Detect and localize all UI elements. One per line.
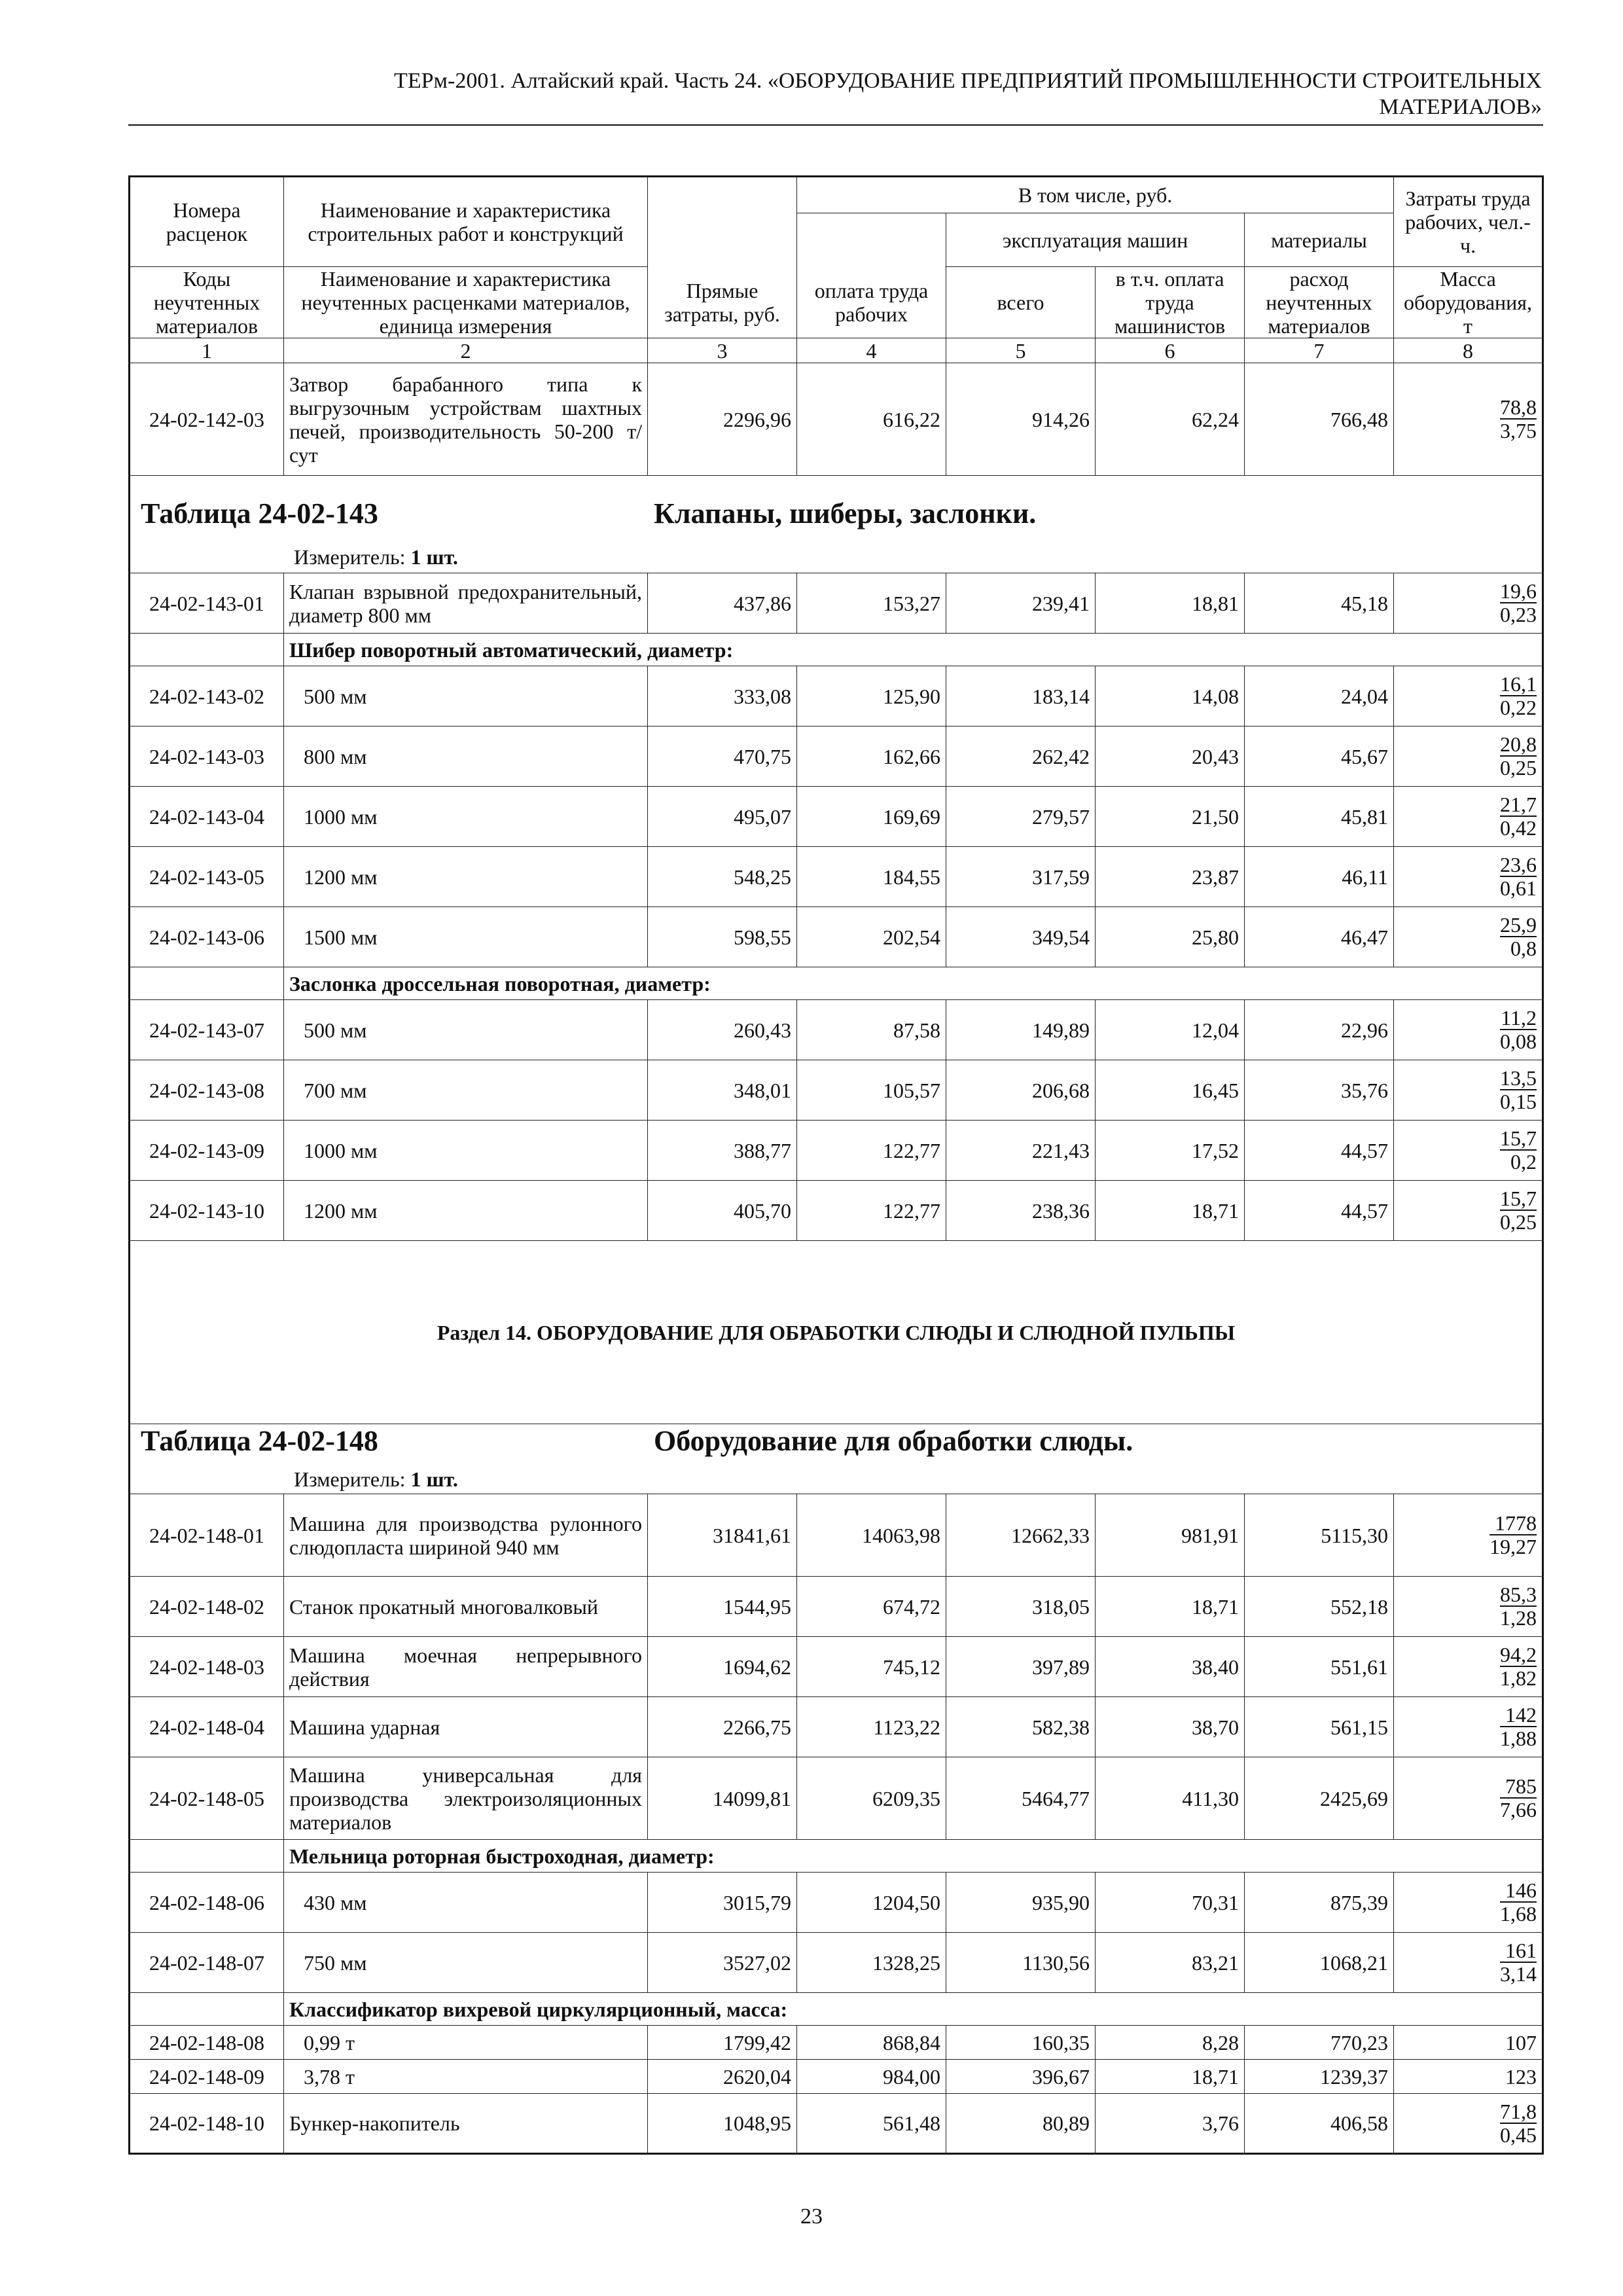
machinists-pay: 62,24 xyxy=(1096,363,1245,476)
rate-code: 24-02-148-06 xyxy=(130,1873,284,1933)
direct-costs: 3527,02 xyxy=(648,1933,797,1993)
header-row-1 xyxy=(130,177,1543,213)
header-row-3 xyxy=(130,267,1543,338)
workers-pay: 616,22 xyxy=(797,363,946,476)
labor-mass xyxy=(1394,1637,1543,1697)
mass-value: 1,82 xyxy=(1500,1666,1537,1690)
materials-cost: 44,57 xyxy=(1245,1121,1394,1181)
col-materials: материалы xyxy=(1245,213,1394,267)
rate-code: 24-02-143-08 xyxy=(130,1060,284,1121)
machinists-pay: 70,31 xyxy=(1096,1873,1245,1933)
col-unaccounted: расход неучтенных материалов xyxy=(1245,267,1394,338)
group-heading: Классификатор вихревой циркулярционный, масса: xyxy=(284,1993,1543,2026)
rate-description: 1200 мм xyxy=(284,847,648,907)
machinists-pay: 18,71 xyxy=(1096,1577,1245,1637)
direct-costs: 1694,62 xyxy=(648,1637,797,1697)
rate-description: 1500 мм xyxy=(284,907,648,967)
mass-value: 0,22 xyxy=(1500,696,1537,719)
materials-cost: 552,18 xyxy=(1245,1577,1394,1637)
direct-costs: 333,08 xyxy=(648,666,797,726)
table-row xyxy=(130,1121,1543,1181)
direct-costs: 437,86 xyxy=(648,573,797,634)
rate-code: 24-02-148-04 xyxy=(130,1697,284,1757)
direct-costs: 548,25 xyxy=(648,847,797,907)
workers-pay: 87,58 xyxy=(797,1000,946,1060)
labor-mass xyxy=(1394,1933,1543,1993)
workers-pay: 105,57 xyxy=(797,1060,946,1121)
labor-mass xyxy=(1394,666,1543,726)
machine-ops: 318,05 xyxy=(946,1577,1096,1637)
table-title: Клапаны, шиберы, заслонки. xyxy=(654,497,1037,529)
table-row xyxy=(130,1933,1543,1993)
materials-cost: 1068,21 xyxy=(1245,1933,1394,1993)
table-row xyxy=(130,666,1543,726)
labor-mass xyxy=(1394,573,1543,634)
col-number: 7 xyxy=(1245,338,1394,363)
direct-costs: 1544,95 xyxy=(648,1577,797,1637)
labor-value: 85,3 xyxy=(1500,1583,1537,1606)
col-number: 6 xyxy=(1096,338,1245,363)
machinists-pay: 981,91 xyxy=(1096,1494,1245,1577)
rate-code: 24-02-148-03 xyxy=(130,1637,284,1697)
materials-cost: 24,04 xyxy=(1245,666,1394,726)
table-row xyxy=(130,2026,1543,2060)
direct-costs: 1048,95 xyxy=(648,2094,797,2154)
table-row xyxy=(130,1637,1543,1697)
machine-ops: 582,38 xyxy=(946,1697,1096,1757)
machinists-pay: 411,30 xyxy=(1096,1757,1245,1840)
table-title: Оборудование для обработки слюды. xyxy=(654,1425,1133,1457)
labor-mass xyxy=(1394,363,1543,476)
labor-mass xyxy=(1394,1873,1543,1933)
table-unit: Измеритель: 1 шт. xyxy=(294,545,458,569)
labor-mass xyxy=(1394,907,1543,967)
mass-value: 0,15 xyxy=(1500,1090,1537,1113)
machine-ops: 262,42 xyxy=(946,726,1096,787)
col-machine-ops: эксплуатация машин xyxy=(946,213,1245,267)
workers-pay: 868,84 xyxy=(797,2026,946,2060)
labor-value: 20,8 xyxy=(1500,732,1537,756)
machinists-pay: 18,71 xyxy=(1096,1181,1245,1241)
table-row xyxy=(130,1494,1543,1577)
machinists-pay: 8,28 xyxy=(1096,2026,1245,2060)
table-row xyxy=(130,1757,1543,1840)
rate-description: Машина для производства рулонного слюдопласта шириной 940 мм xyxy=(284,1494,648,1577)
running-header-line1: ТЕРм-2001. Алтайский край. Часть 24. «ОБОРУДОВАНИЕ ПРЕДПРИЯТИЙ ПРОМЫШЛЕННОСТИ СТРОИТЕЛЬНЫХ xyxy=(394,69,1542,93)
table-row xyxy=(130,1697,1543,1757)
materials-cost: 5115,30 xyxy=(1245,1494,1394,1577)
materials-cost: 22,96 xyxy=(1245,1000,1394,1060)
mass-value: 0,25 xyxy=(1500,756,1537,780)
machinists-pay: 12,04 xyxy=(1096,1000,1245,1060)
mass-value: 0,8 xyxy=(1510,937,1537,960)
table-title-row xyxy=(130,1424,1543,1494)
table-row xyxy=(130,726,1543,787)
labor-value: 146 xyxy=(1500,1879,1537,1903)
mass-value: 0,61 xyxy=(1500,876,1537,900)
machinists-pay: 18,71 xyxy=(1096,2060,1245,2094)
materials-cost: 766,48 xyxy=(1245,363,1394,476)
col-mass: Масса оборудования, т xyxy=(1394,267,1543,338)
direct-costs: 2266,75 xyxy=(648,1697,797,1757)
col-labor-cost: Затраты труда рабочих, чел.-ч. xyxy=(1394,177,1543,267)
machinists-pay: 20,43 xyxy=(1096,726,1245,787)
rate-description: 1200 мм xyxy=(284,1181,648,1241)
rates-table xyxy=(128,175,1544,2155)
labor-mass xyxy=(1394,787,1543,847)
machinists-pay: 16,45 xyxy=(1096,1060,1245,1121)
machinists-pay: 3,76 xyxy=(1096,2094,1245,2154)
materials-cost: 44,57 xyxy=(1245,1181,1394,1241)
labor-value: 78,8 xyxy=(1500,395,1537,419)
running-header xyxy=(128,68,1542,120)
rate-code: 24-02-143-09 xyxy=(130,1121,284,1181)
materials-cost: 770,23 xyxy=(1245,2026,1394,2060)
materials-cost: 35,76 xyxy=(1245,1060,1394,1121)
rate-code: 24-02-143-10 xyxy=(130,1181,284,1241)
machine-ops: 12662,33 xyxy=(946,1494,1096,1577)
machine-ops: 396,67 xyxy=(946,2060,1096,2094)
labor-mass xyxy=(1394,1060,1543,1121)
rate-code: 24-02-143-03 xyxy=(130,726,284,787)
labor-mass xyxy=(1394,1181,1543,1241)
col-number: 5 xyxy=(946,338,1096,363)
labor-value: 21,7 xyxy=(1500,793,1537,816)
machine-ops: 160,35 xyxy=(946,2026,1096,2060)
rate-description: 430 мм xyxy=(284,1873,648,1933)
rate-code: 24-02-142-03 xyxy=(130,363,284,476)
machinists-pay: 14,08 xyxy=(1096,666,1245,726)
table-name: Таблица 24-02-148 xyxy=(141,1425,378,1457)
direct-costs: 388,77 xyxy=(648,1121,797,1181)
rate-description: Клапан взрывной предохранительный, диаметр 800 мм xyxy=(284,573,648,634)
mass-value: 0,25 xyxy=(1500,1210,1537,1234)
rate-code: 24-02-143-06 xyxy=(130,907,284,967)
labor-mass xyxy=(1394,1121,1543,1181)
header-rule xyxy=(128,124,1543,126)
rate-code: 24-02-148-02 xyxy=(130,1577,284,1637)
workers-pay: 122,77 xyxy=(797,1181,946,1241)
labor-value: 161 xyxy=(1500,1939,1537,1963)
workers-pay: 122,77 xyxy=(797,1121,946,1181)
rate-description: 3,78 т xyxy=(284,2060,648,2094)
direct-costs: 14099,81 xyxy=(648,1757,797,1840)
materials-cost: 46,11 xyxy=(1245,847,1394,907)
workers-pay: 984,00 xyxy=(797,2060,946,2094)
machine-ops: 279,57 xyxy=(946,787,1096,847)
machine-ops: 206,68 xyxy=(946,1060,1096,1121)
materials-cost: 45,18 xyxy=(1245,573,1394,634)
table-row xyxy=(130,1000,1543,1060)
col-incl-machinists: в т.ч. оплата труда машинистов xyxy=(1096,267,1245,338)
machinists-pay: 21,50 xyxy=(1096,787,1245,847)
labor-value: 19,6 xyxy=(1500,579,1537,603)
machinists-pay: 38,40 xyxy=(1096,1637,1245,1697)
machine-ops: 317,59 xyxy=(946,847,1096,907)
labor-value: 142 xyxy=(1500,1704,1537,1727)
direct-costs: 495,07 xyxy=(648,787,797,847)
col-name-materials: Наименование и характеристика неучтенных расценками материалов, единица измерения xyxy=(284,267,648,338)
machine-ops: 80,89 xyxy=(946,2094,1096,2154)
col-total: всего xyxy=(946,267,1096,338)
rate-description: 800 мм xyxy=(284,726,648,787)
rate-description: Затвор барабанного типа к выгрузочным устройствам шахтных печей, производительность 50-200 т/сут xyxy=(284,363,648,476)
rate-description: 700 мм xyxy=(284,1060,648,1121)
rate-description: Бункер-накопитель xyxy=(284,2094,648,2154)
machinists-pay: 23,87 xyxy=(1096,847,1245,907)
labor-value: 23,6 xyxy=(1500,853,1537,876)
rate-code: 24-02-143-04 xyxy=(130,787,284,847)
rate-code: 24-02-148-09 xyxy=(130,2060,284,2094)
materials-cost: 551,61 xyxy=(1245,1637,1394,1697)
table-title-row xyxy=(130,476,1543,573)
workers-pay: 561,48 xyxy=(797,2094,946,2154)
workers-pay: 1123,22 xyxy=(797,1697,946,1757)
col-number: 8 xyxy=(1394,338,1543,363)
table-row xyxy=(130,363,1543,476)
table-row xyxy=(130,573,1543,634)
labor-value: 71,8 xyxy=(1500,2099,1537,2123)
mass-value: 1,28 xyxy=(1500,1606,1537,1630)
mass-value: 0,23 xyxy=(1500,603,1537,626)
table-row xyxy=(130,1060,1543,1121)
table-row xyxy=(130,1577,1543,1637)
table-row xyxy=(130,907,1543,967)
machine-ops: 397,89 xyxy=(946,1637,1096,1697)
col-in-total: В том числе, руб. xyxy=(797,177,1394,213)
materials-cost: 561,15 xyxy=(1245,1697,1394,1757)
machine-ops: 5464,77 xyxy=(946,1757,1096,1840)
rate-code: 24-02-148-08 xyxy=(130,2026,284,2060)
rate-description: 0,99 т xyxy=(284,2026,648,2060)
workers-pay: 169,69 xyxy=(797,787,946,847)
rate-code: 24-02-148-10 xyxy=(130,2094,284,2154)
machine-ops: 239,41 xyxy=(946,573,1096,634)
col-number: 2 xyxy=(284,338,648,363)
labor-value: 15,7 xyxy=(1500,1126,1537,1150)
col-workers-pay: оплата труда рабочих xyxy=(797,267,946,338)
machine-ops: 238,36 xyxy=(946,1181,1096,1241)
labor-mass xyxy=(1394,1757,1543,1840)
labor-value: 94,2 xyxy=(1500,1643,1537,1666)
machine-ops: 1130,56 xyxy=(946,1933,1096,1993)
workers-pay: 1204,50 xyxy=(797,1873,946,1933)
labor-value: 16,1 xyxy=(1500,672,1537,696)
running-header-line2: МАТЕРИАЛОВ» xyxy=(1379,95,1542,119)
machinists-pay: 83,21 xyxy=(1096,1933,1245,1993)
materials-cost: 1239,37 xyxy=(1245,2060,1394,2094)
group-row xyxy=(130,634,1543,666)
col-codes: Коды неучтенных материалов xyxy=(130,267,284,338)
col-direct-costs: Прямые затраты, руб. xyxy=(648,177,797,338)
machine-ops: 149,89 xyxy=(946,1000,1096,1060)
direct-costs: 405,70 xyxy=(648,1181,797,1241)
mass-value: 1,68 xyxy=(1500,1902,1537,1926)
workers-pay: 674,72 xyxy=(797,1577,946,1637)
direct-costs: 2620,04 xyxy=(648,2060,797,2094)
direct-costs: 1799,42 xyxy=(648,2026,797,2060)
mass-value: 7,66 xyxy=(1500,1798,1537,1821)
workers-pay: 745,12 xyxy=(797,1637,946,1697)
workers-pay: 1328,25 xyxy=(797,1933,946,1993)
mass-value: 0,42 xyxy=(1500,816,1537,840)
mass-value: 3,75 xyxy=(1500,419,1537,442)
labor-mass xyxy=(1394,847,1543,907)
rate-description: 1000 мм xyxy=(284,787,648,847)
machine-ops: 349,54 xyxy=(946,907,1096,967)
mass-value: 1,88 xyxy=(1500,1727,1537,1750)
rate-code: 24-02-143-02 xyxy=(130,666,284,726)
machine-ops: 183,14 xyxy=(946,666,1096,726)
direct-costs: 3015,79 xyxy=(648,1873,797,1933)
table-name: Таблица 24-02-143 xyxy=(141,497,378,529)
direct-costs: 470,75 xyxy=(648,726,797,787)
rate-description: 500 мм xyxy=(284,666,648,726)
col-name-work: Наименование и характеристика строительных работ и конструкций xyxy=(284,177,648,267)
col-number: 1 xyxy=(130,338,284,363)
machinists-pay: 25,80 xyxy=(1096,907,1245,967)
col-number: 3 xyxy=(648,338,797,363)
col-rate-numbers: Номера расценок xyxy=(130,177,284,267)
workers-pay: 125,90 xyxy=(797,666,946,726)
mass-value: 0,45 xyxy=(1500,2123,1537,2147)
materials-cost: 2425,69 xyxy=(1245,1757,1394,1840)
table-row xyxy=(130,2094,1543,2154)
direct-costs: 2296,96 xyxy=(648,363,797,476)
col-number: 4 xyxy=(797,338,946,363)
rate-description: Станок прокатный многовалковый xyxy=(284,1577,648,1637)
direct-costs: 598,55 xyxy=(648,907,797,967)
rate-description: 500 мм xyxy=(284,1000,648,1060)
group-row xyxy=(130,1993,1543,2026)
rate-code: 24-02-143-05 xyxy=(130,847,284,907)
rate-description: Машина моечная непрерывного действия xyxy=(284,1637,648,1697)
table-row xyxy=(130,787,1543,847)
labor-value: 15,7 xyxy=(1500,1187,1537,1210)
group-heading: Шибер поворотный автоматический, диаметр: xyxy=(284,634,1543,666)
workers-pay: 153,27 xyxy=(797,573,946,634)
labor-value: 123 xyxy=(1394,2060,1543,2094)
rate-code: 24-02-148-01 xyxy=(130,1494,284,1577)
group-heading: Мельница роторная быстроходная, диаметр: xyxy=(284,1840,1543,1873)
materials-cost: 875,39 xyxy=(1245,1873,1394,1933)
materials-cost: 45,67 xyxy=(1245,726,1394,787)
table-unit: Измеритель: 1 шт. xyxy=(294,1467,458,1491)
labor-value: 13,5 xyxy=(1500,1066,1537,1090)
labor-mass xyxy=(1394,2094,1543,2154)
table-row xyxy=(130,1181,1543,1241)
rate-code: 24-02-148-05 xyxy=(130,1757,284,1840)
rate-code: 24-02-143-07 xyxy=(130,1000,284,1060)
workers-pay: 162,66 xyxy=(797,726,946,787)
mass-value: 0,08 xyxy=(1500,1030,1537,1053)
labor-mass xyxy=(1394,1494,1543,1577)
machinists-pay: 17,52 xyxy=(1096,1121,1245,1181)
table-row xyxy=(130,847,1543,907)
mass-value: 0,2 xyxy=(1510,1150,1537,1174)
machine-ops: 221,43 xyxy=(946,1121,1096,1181)
workers-pay: 184,55 xyxy=(797,847,946,907)
section-row xyxy=(130,1241,1543,1424)
labor-value: 107 xyxy=(1394,2026,1543,2060)
labor-mass xyxy=(1394,1000,1543,1060)
column-numbers-row xyxy=(130,338,1543,363)
section-heading: Раздел 14. ОБОРУДОВАНИЕ ДЛЯ ОБРАБОТКИ СЛЮДЫ И СЛЮДНОЙ ПУЛЬПЫ xyxy=(130,1241,1543,1424)
labor-value: 25,9 xyxy=(1500,913,1537,937)
materials-cost: 45,81 xyxy=(1245,787,1394,847)
labor-mass xyxy=(1394,1577,1543,1637)
workers-pay: 6209,35 xyxy=(797,1757,946,1840)
materials-cost: 46,47 xyxy=(1245,907,1394,967)
machinists-pay: 38,70 xyxy=(1096,1697,1245,1757)
table-row xyxy=(130,1873,1543,1933)
labor-mass xyxy=(1394,726,1543,787)
machine-ops: 935,90 xyxy=(946,1873,1096,1933)
machine-ops: 914,26 xyxy=(946,363,1096,476)
mass-value: 3,14 xyxy=(1500,1962,1537,1986)
rate-description: 1000 мм xyxy=(284,1121,648,1181)
direct-costs: 348,01 xyxy=(648,1060,797,1121)
page-number: 23 xyxy=(800,2204,823,2229)
mass-value: 19,27 xyxy=(1489,1535,1537,1558)
rate-code: 24-02-148-07 xyxy=(130,1933,284,1993)
workers-pay: 14063,98 xyxy=(797,1494,946,1577)
rate-description: Машина ударная xyxy=(284,1697,648,1757)
labor-value: 1778 xyxy=(1489,1512,1537,1535)
group-row xyxy=(130,967,1543,1000)
workers-pay: 202,54 xyxy=(797,907,946,967)
labor-value: 785 xyxy=(1500,1775,1537,1799)
group-heading: Заслонка дроссельная поворотная, диаметр: xyxy=(284,967,1543,1000)
rate-description: 750 мм xyxy=(284,1933,648,1993)
rate-description: Машина универсальная для производства электроизоляционных материалов xyxy=(284,1757,648,1840)
rate-code: 24-02-143-01 xyxy=(130,573,284,634)
direct-costs: 260,43 xyxy=(648,1000,797,1060)
group-row xyxy=(130,1840,1543,1873)
labor-value: 11,2 xyxy=(1501,1006,1537,1030)
materials-cost: 406,58 xyxy=(1245,2094,1394,2154)
direct-costs: 31841,61 xyxy=(648,1494,797,1577)
machinists-pay: 18,81 xyxy=(1096,573,1245,634)
table-row xyxy=(130,2060,1543,2094)
labor-mass xyxy=(1394,1697,1543,1757)
